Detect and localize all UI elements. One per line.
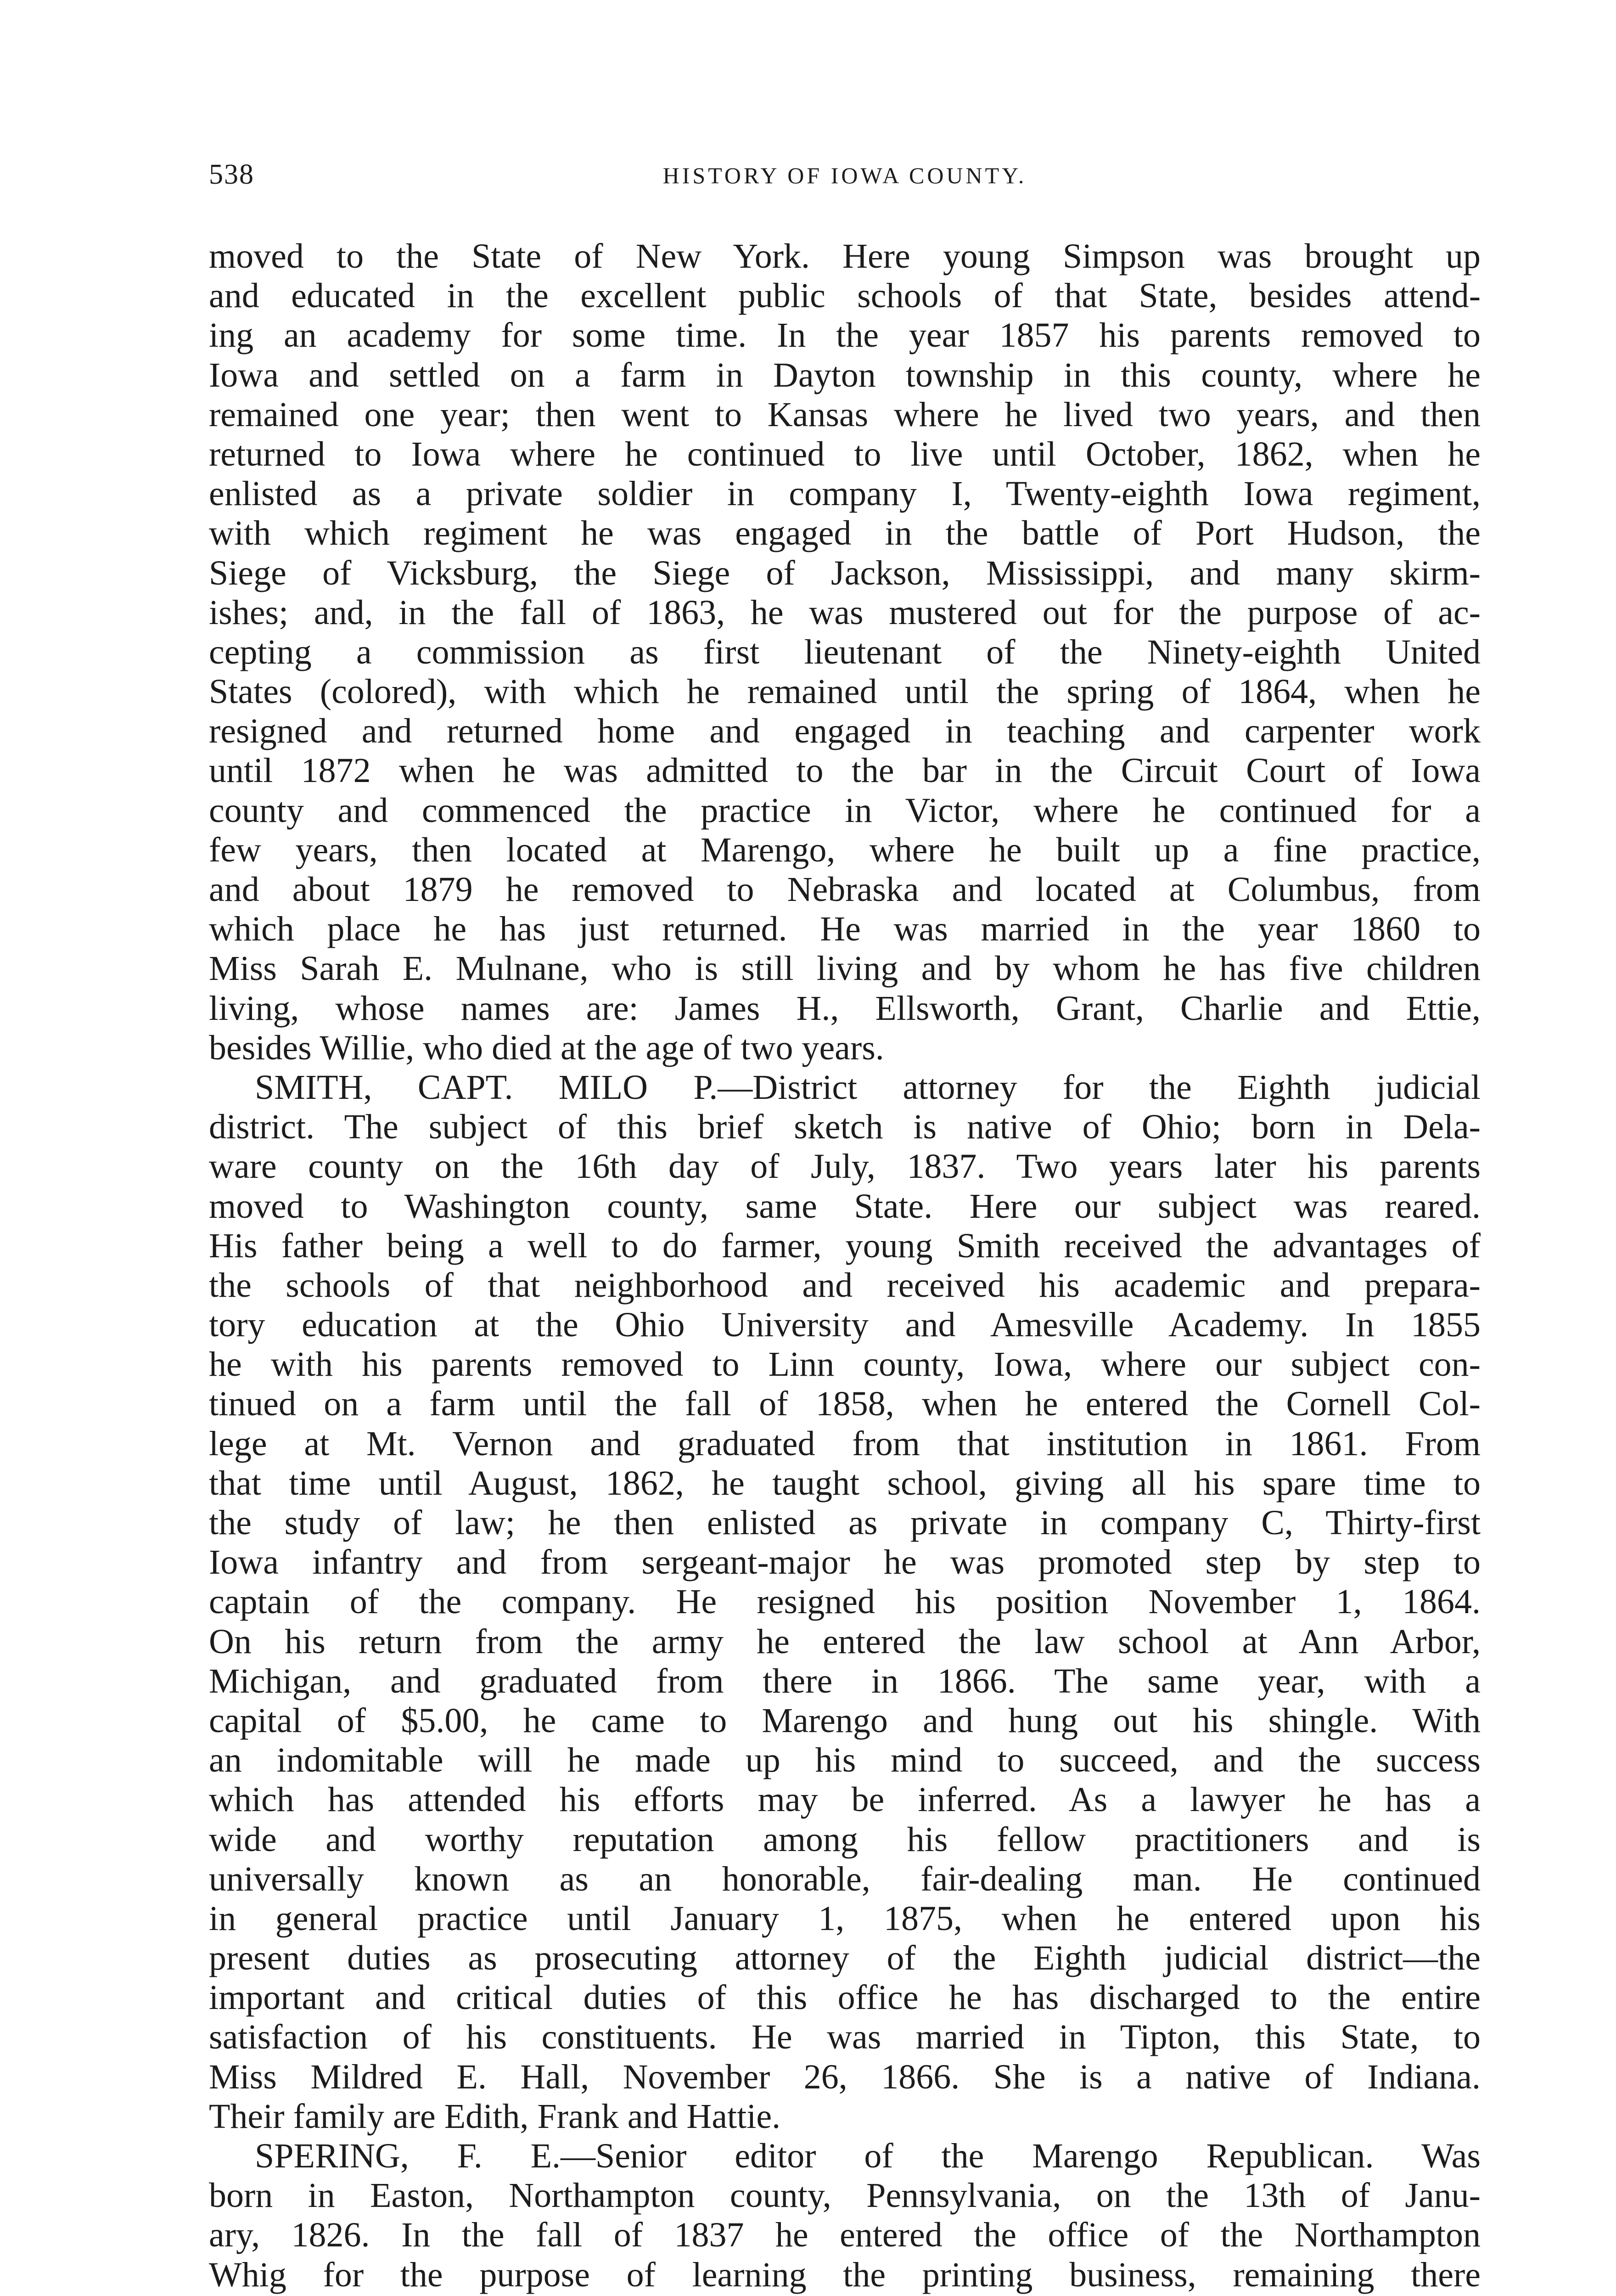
text-line: capital of $5.00, he came to Marengo and hung out his shingle. With [209, 1701, 1481, 1740]
text-line: ware county on the 16th day of July, 1837. Two years later his parents [209, 1147, 1481, 1186]
text-line: living, whose names are: James H., Ellsworth, Grant, Charlie and Ettie, [209, 989, 1481, 1028]
text-line: moved to Washington county, same State. Here our subject was reared. [209, 1187, 1481, 1226]
text-line: captain of the company. He resigned his position November 1, 1864. [209, 1582, 1481, 1621]
text-line: Miss Sarah E. Mulnane, who is still living and by whom he has five children [209, 949, 1481, 988]
text-line: an indomitable will he made up his mind to succeed, and the success [209, 1741, 1481, 1780]
page-number: 538 [209, 159, 254, 190]
text-line: the study of law; he then enlisted as private in company C, Thirty-first [209, 1503, 1481, 1542]
text-line: Michigan, and graduated from there in 1866. The same year, with a [209, 1661, 1481, 1700]
running-head-title: HISTORY OF IOWA COUNTY. [662, 163, 1027, 188]
text-line: he with his parents removed to Linn county, Iowa, where our subject con- [209, 1345, 1481, 1384]
text-line: wide and worthy reputation among his fellow practitioners and is [209, 1820, 1481, 1859]
text-line: that time until August, 1862, he taught school, giving all his spare time to [209, 1463, 1481, 1503]
text-line: and educated in the excellent public schools of that State, besides attend- [209, 276, 1481, 315]
text-line: district. The subject of this brief sketch is native of Ohio; born in Dela- [209, 1108, 1481, 1147]
running-head [209, 158, 1481, 200]
text-line: and about 1879 he removed to Nebraska and located at Columbus, from [209, 870, 1481, 909]
text-line: Whig for the purpose of learning the printing business, remaining there [209, 2255, 1481, 2294]
text-line: On his return from the army he entered the law school at Ann Arbor, [209, 1622, 1481, 1661]
text-line: enlisted as a private soldier in company I, Twenty-eighth Iowa regiment, [209, 474, 1481, 513]
text-line: cepting a commission as first lieutenant of the Ninety-eighth United [209, 632, 1481, 671]
text-line: States (colored), with which he remained until the spring of 1864, when he [209, 672, 1481, 711]
text-line: Siege of Vicksburg, the Siege of Jackson, Mississippi, and many skirm- [209, 553, 1481, 592]
text-line: with which regiment he was engaged in the battle of Port Hudson, the [209, 514, 1481, 553]
text-line: tinued on a farm until the fall of 1858, when he entered the Cornell Col- [209, 1384, 1481, 1424]
text-line: ary, 1826. In the fall of 1837 he entered the office of the Northampton [209, 2216, 1481, 2255]
text-line: Iowa infantry and from sergeant-major he was promoted step by step to [209, 1543, 1481, 1582]
text-line: important and critical duties of this office he has discharged to the entire [209, 1978, 1481, 2017]
entry-heading-line: SPERING, F. E.—Senior editor of the Marengo Republican. Was [255, 2137, 1481, 2175]
text-line: the schools of that neighborhood and received his academic and prepara- [209, 1266, 1481, 1305]
text-line: present duties as prosecuting attorney of the Eighth judicial district—the [209, 1939, 1481, 1978]
text-line: besides Willie, who died at the age of two years. [209, 1028, 884, 1067]
text-line: tory education at the Ohio University and Amesville Academy. In 1855 [209, 1306, 1481, 1345]
text-line: Miss Mildred E. Hall, November 26, 1866. She is a native of Indiana. [209, 2057, 1481, 2096]
text-line: His father being a well to do farmer, young Smith received the advantages of [209, 1226, 1481, 1265]
text-line: which has attended his efforts may be inferred. As a lawyer he has a [209, 1780, 1481, 1819]
entry-heading-line: SMITH, CAPT. MILO P.—District attorney for the Eighth judicial [255, 1068, 1481, 1107]
text-line: ishes; and, in the fall of 1863, he was mustered out for the purpose of ac- [209, 593, 1481, 632]
text-line: moved to the State of New York. Here young Simpson was brought up [209, 237, 1481, 276]
text-line: returned to Iowa where he continued to live until October, 1862, when he [209, 434, 1481, 473]
text-line: which place he has just returned. He was married in the year 1860 to [209, 910, 1481, 949]
text-line: until 1872 when he was admitted to the bar in the Circuit Court of Iowa [209, 751, 1481, 790]
text-line: county and commenced the practice in Victor, where he continued for a [209, 791, 1481, 830]
text-line: remained one year; then went to Kansas where he lived two years, and then [209, 395, 1481, 434]
text-line: born in Easton, Northampton county, Pennsylvania, on the 13th of Janu- [209, 2176, 1481, 2215]
text-line: universally known as an honorable, fair-dealing man. He continued [209, 1859, 1481, 1898]
text-line: Their family are Edith, Frank and Hattie. [209, 2097, 781, 2136]
text-line: few years, then located at Marengo, where he built up a fine practice, [209, 830, 1481, 869]
text-line: resigned and returned home and engaged in teaching and carpenter work [209, 712, 1481, 751]
text-line: satisfaction of his constituents. He was married in Tipton, this State, to [209, 2018, 1481, 2057]
text-line: in general practice until January 1, 1875, when he entered upon his [209, 1899, 1481, 1938]
text-line: lege at Mt. Vernon and graduated from that institution in 1861. From [209, 1424, 1481, 1463]
text-line: ing an academy for some time. In the year 1857 his parents removed to [209, 316, 1481, 355]
text-line: Iowa and settled on a farm in Dayton township in this county, where he [209, 355, 1481, 394]
body-text [209, 236, 1481, 2295]
